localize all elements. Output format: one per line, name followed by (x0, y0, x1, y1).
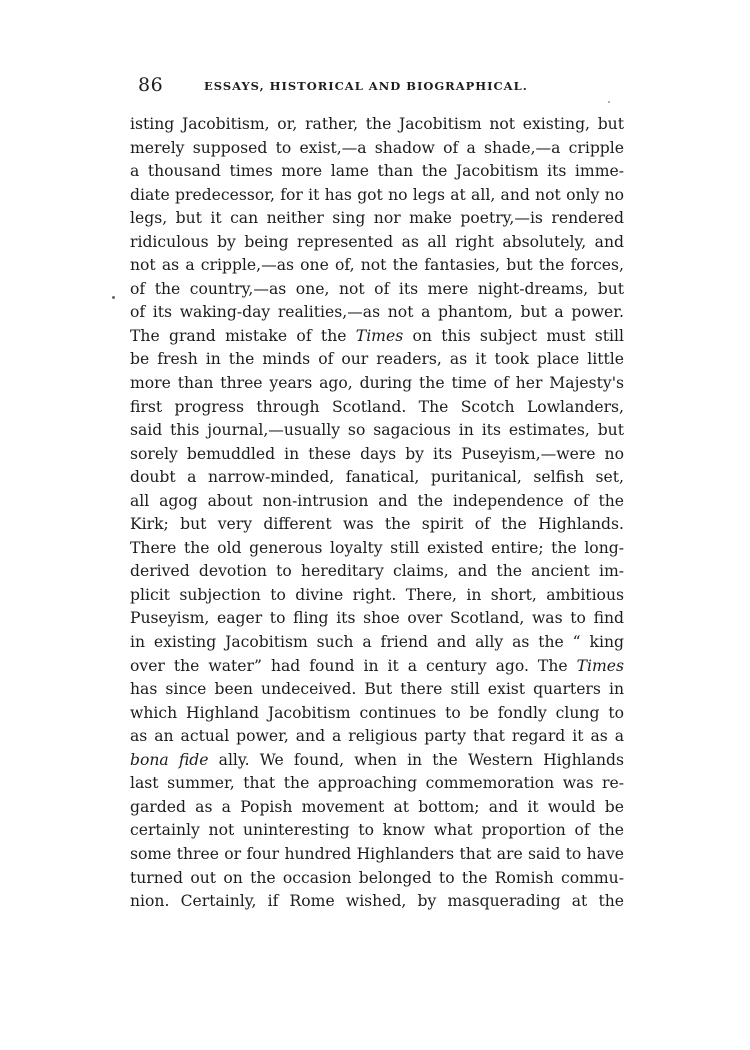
text-line: be fresh in the minds of our readers, as it took place little (130, 350, 624, 369)
text-line: Puseyism, eager to fling its shoe over Scotland, was to find (130, 609, 624, 628)
text-line: plicit subjection to divine right. There, in short, ambitious (130, 585, 624, 604)
text-line: a thousand times more lame than the Jacobitism its imme- (130, 162, 624, 181)
running-head: ESSAYS, HISTORICAL AND BIOGRAPHICAL. (204, 79, 528, 93)
text-line: some three or four hundred Highlanders that are said to have (130, 844, 624, 863)
body-text (130, 113, 624, 914)
text-line: diate predecessor, for it has got no legs at all, and not only no (130, 185, 624, 204)
text-line: of the country,—as one, not of its mere night-dreams, but (130, 279, 624, 298)
text-line: has since been undeceived. But there still exist quarters in (130, 680, 624, 699)
text-line: There the old generous loyalty still existed entire; the long- (130, 538, 624, 557)
text-line: ridiculous by being represented as all right absolutely, and (130, 232, 624, 251)
text-line: doubt a narrow-minded, fanatical, puritanical, selfish set, (130, 468, 624, 487)
text-line: Kirk; but very different was the spirit of the Highlands. (130, 515, 624, 534)
text-line: all agog about non-intrusion and the independence of the (130, 491, 624, 510)
text-line: bona fide ally. We found, when in the Western Highlands (130, 750, 624, 769)
text-line: more than three years ago, during the time of her Majesty's (130, 374, 624, 393)
text-line: first progress through Scotland. The Scotch Lowlanders, (130, 397, 624, 416)
text-line: as an actual power, and a religious party that regard it as a (130, 727, 624, 746)
text-line: said this journal,—usually so sagacious in its estimates, but (130, 421, 624, 440)
text-line: of its waking-day realities,—as not a phantom, but a power. (130, 303, 624, 322)
text-line: which Highland Jacobitism continues to be fondly clung to (130, 703, 624, 722)
text-line: isting Jacobitism, or, rather, the Jacobitism not existing, but (130, 115, 624, 133)
text-line: merely supposed to exist,—a shadow of a shade,—a cripple (130, 138, 624, 157)
text-line: certainly not uninteresting to know what proportion of the (130, 821, 624, 840)
print-speck (608, 101, 610, 103)
text-line: not as a cripple,—as one of, not the fantasies, but the forces, (130, 256, 624, 275)
text-line: garded as a Popish movement at bottom; and it would be (130, 797, 624, 816)
page-header (130, 74, 624, 98)
text-line: in existing Jacobitism such a friend and ally as the “ king (130, 633, 624, 652)
text-line: legs, but it can neither sing nor make poetry,—is rendered (130, 209, 624, 228)
text-line: turned out on the occasion belonged to the Romish commu- (130, 868, 624, 887)
text-line: derived devotion to hereditary claims, and the ancient im- (130, 562, 624, 581)
text-line: The grand mistake of the Times on this subject must still (130, 326, 624, 345)
text-line: over the water” had found in it a century ago. The Times (130, 656, 624, 675)
print-speck (112, 296, 115, 299)
text-line: last summer, that the approaching commemoration was re- (130, 774, 624, 793)
text-line: sorely bemuddled in these days by its Puseyism,—were no (130, 444, 624, 463)
page-number: 86 (138, 74, 164, 96)
text-line: nion. Certainly, if Rome wished, by masquerading at the (130, 892, 624, 911)
